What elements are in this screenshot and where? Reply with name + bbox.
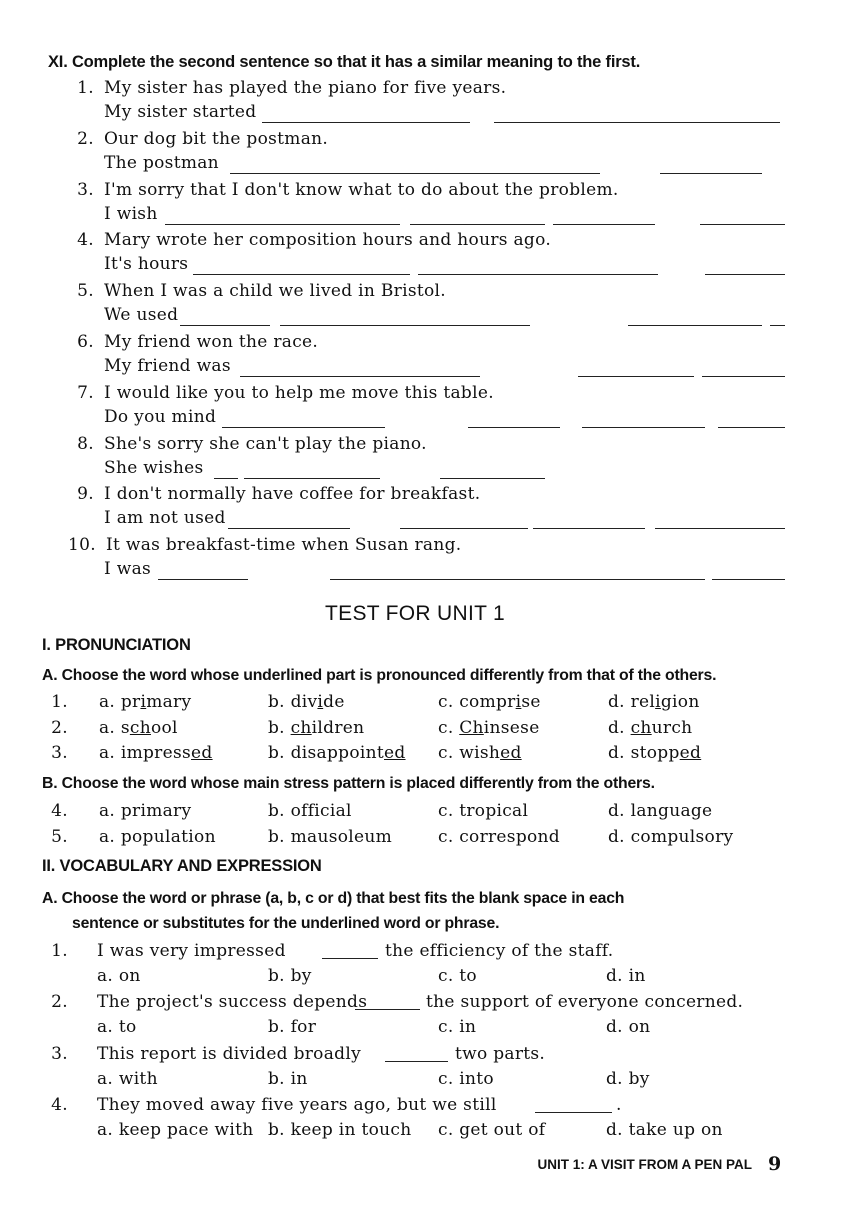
- answer-blank[interactable]: [262, 122, 470, 123]
- answer-blank[interactable]: [165, 224, 400, 225]
- original-sentence: She's sorry she can't play the piano.: [104, 433, 427, 454]
- answer-blank[interactable]: [770, 325, 785, 326]
- answer-blank[interactable]: [158, 579, 248, 580]
- answer-blank[interactable]: [655, 528, 785, 529]
- stress-b-heading: B. Choose the word whose main stress pattern is placed differently from the others.: [42, 775, 655, 792]
- item-number: 9.: [77, 484, 94, 505]
- option-b[interactable]: b. in: [268, 1068, 308, 1089]
- row-number: 2.: [51, 718, 68, 738]
- option-a[interactable]: a. with: [97, 1068, 158, 1089]
- rewrite-prompt: It's hours: [104, 254, 189, 275]
- question-number: 3.: [51, 1043, 68, 1064]
- original-sentence: Mary wrote her composition hours and hours ago.: [104, 230, 552, 251]
- option-c: c. tropical: [438, 801, 529, 821]
- answer-blank[interactable]: [230, 173, 600, 174]
- option-b: b. official: [268, 801, 352, 821]
- rewrite-prompt: She wishes: [104, 457, 204, 478]
- option-b[interactable]: b. keep in touch: [268, 1119, 412, 1140]
- pronunciation-heading: I. PRONUNCIATION: [42, 636, 191, 654]
- rewrite-prompt: I am not used: [104, 508, 226, 529]
- option-b[interactable]: b. for: [268, 1017, 317, 1038]
- rewrite-prompt: I was: [104, 559, 152, 580]
- option-c[interactable]: c. in: [438, 1017, 477, 1038]
- answer-blank[interactable]: [718, 427, 785, 428]
- item-number: 1.: [77, 78, 94, 98]
- original-sentence: It was breakfast-time when Susan rang.: [106, 535, 462, 556]
- vocabulary-a-heading-line1: A. Choose the word or phrase (a, b, c or d) that best fits the blank space in each: [42, 890, 625, 907]
- item-number: 2.: [77, 128, 94, 149]
- option-c[interactable]: c. get out of: [438, 1119, 546, 1140]
- original-sentence: I don't normally have coffee for breakfast.: [104, 484, 481, 505]
- vocabulary-heading: II. VOCABULARY AND EXPRESSION: [42, 857, 322, 875]
- answer-blank[interactable]: [705, 274, 785, 275]
- rewrite-prompt: We used: [104, 305, 179, 326]
- item-number: 10.: [68, 535, 96, 556]
- option-a: a. primary: [99, 801, 192, 821]
- answer-blank[interactable]: [702, 376, 785, 377]
- answer-blank[interactable]: [330, 579, 705, 580]
- answer-blank[interactable]: [240, 376, 480, 377]
- rewrite-prompt: The postman: [104, 152, 219, 173]
- option-d[interactable]: d. take up on: [606, 1119, 723, 1140]
- option-b: b. disappointed: [268, 743, 406, 763]
- option-a: a. school: [99, 718, 178, 738]
- option-b: b. mausoleum: [268, 827, 393, 847]
- option-c[interactable]: c. to: [438, 966, 477, 986]
- answer-blank[interactable]: [533, 528, 645, 529]
- question-number: 2.: [51, 992, 68, 1013]
- option-c: c. Chinsese: [438, 718, 540, 738]
- option-c: c. wished: [438, 743, 522, 763]
- answer-blank[interactable]: [214, 478, 238, 479]
- row-number: 1.: [51, 692, 68, 712]
- option-b: b. divide: [268, 692, 345, 712]
- answer-blank[interactable]: [280, 325, 530, 326]
- pronunciation-a-heading: A. Choose the word whose underlined part is pronounced differently from that of the others.: [42, 667, 717, 684]
- row-number: 5.: [51, 827, 68, 847]
- option-d[interactable]: d. on: [606, 1017, 651, 1038]
- option-a[interactable]: a. on: [97, 966, 141, 986]
- question-blank[interactable]: [385, 1061, 448, 1062]
- answer-blank[interactable]: [222, 427, 385, 428]
- question-number: 1.: [51, 941, 68, 961]
- question-stem-end: the efficiency of the staff.: [385, 941, 614, 961]
- answer-blank[interactable]: [400, 528, 528, 529]
- section-xi-heading: XI. Complete the second sentence so that it has a similar meaning to the first.: [48, 53, 641, 71]
- question-stem-end: .: [616, 1094, 622, 1115]
- item-number: 6.: [77, 332, 94, 352]
- option-d[interactable]: d. in: [606, 966, 646, 986]
- answer-blank[interactable]: [440, 478, 545, 479]
- question-stem: They moved away five years ago, but we still: [97, 1094, 497, 1115]
- rewrite-prompt: My friend was: [104, 356, 231, 376]
- row-number: 4.: [51, 801, 68, 821]
- vocabulary-a-heading-line2: sentence or substitutes for the underlined word or phrase.: [72, 915, 500, 932]
- item-number: 4.: [77, 230, 94, 251]
- item-number: 8.: [77, 433, 94, 454]
- rewrite-prompt: My sister started: [104, 102, 257, 122]
- test-title: TEST FOR UNIT 1: [325, 602, 505, 625]
- original-sentence: My friend won the race.: [104, 332, 319, 352]
- answer-blank[interactable]: [468, 427, 560, 428]
- original-sentence: I would like you to help me move this table.: [104, 382, 494, 403]
- item-number: 5.: [77, 281, 94, 302]
- option-a: a. primary: [99, 692, 192, 712]
- rewrite-prompt: I wish: [104, 203, 158, 224]
- question-stem-end: the support of everyone concerned.: [426, 992, 744, 1013]
- footer-unit-label: UNIT 1: A VISIT FROM A PEN PAL: [537, 1157, 752, 1172]
- answer-blank[interactable]: [410, 224, 545, 225]
- question-blank[interactable]: [355, 1009, 420, 1010]
- question-stem-end: two parts.: [455, 1043, 546, 1064]
- answer-blank[interactable]: [418, 274, 658, 275]
- answer-blank[interactable]: [180, 325, 270, 326]
- answer-blank[interactable]: [660, 173, 762, 174]
- answer-blank[interactable]: [700, 224, 785, 225]
- original-sentence: When I was a child we lived in Bristol.: [104, 281, 446, 302]
- answer-blank[interactable]: [228, 528, 350, 529]
- answer-blank[interactable]: [712, 579, 785, 580]
- answer-blank[interactable]: [494, 122, 780, 123]
- option-d[interactable]: d. by: [606, 1068, 650, 1089]
- option-c: c. correspond: [438, 827, 560, 847]
- answer-blank[interactable]: [553, 224, 655, 225]
- answer-blank[interactable]: [582, 427, 705, 428]
- answer-blank[interactable]: [628, 325, 762, 326]
- item-number: 3.: [77, 179, 94, 200]
- question-stem: I was very impressed: [97, 941, 286, 961]
- page-number: 9: [768, 1153, 782, 1175]
- option-c: c. comprise: [438, 692, 541, 712]
- question-stem: The project's success depends: [97, 992, 368, 1013]
- question-stem: This report is divided broadly: [97, 1043, 361, 1064]
- question-number: 4.: [51, 1094, 68, 1115]
- rewrite-prompt: Do you mind: [104, 406, 217, 427]
- question-blank[interactable]: [322, 958, 378, 959]
- option-d: d. language: [608, 801, 713, 821]
- option-b[interactable]: b. by: [268, 966, 312, 986]
- option-c[interactable]: c. into: [438, 1068, 494, 1089]
- original-sentence: My sister has played the piano for five years.: [104, 78, 507, 98]
- option-a: a. impressed: [99, 743, 213, 763]
- original-sentence: I'm sorry that I don't know what to do about the problem.: [104, 179, 619, 200]
- option-d: d. church: [608, 718, 693, 738]
- answer-blank[interactable]: [244, 478, 380, 479]
- original-sentence: Our dog bit the postman.: [104, 128, 329, 149]
- question-blank[interactable]: [535, 1112, 612, 1113]
- option-d: d. religion: [608, 692, 700, 712]
- option-b: b. children: [268, 718, 365, 738]
- item-number: 7.: [77, 382, 94, 403]
- option-a: a. population: [99, 827, 216, 847]
- option-d: d. compulsory: [608, 827, 734, 847]
- row-number: 3.: [51, 743, 68, 763]
- option-a[interactable]: a. keep pace with: [97, 1119, 254, 1140]
- option-d: d. stopped: [608, 743, 702, 763]
- answer-blank[interactable]: [578, 376, 694, 377]
- answer-blank[interactable]: [193, 274, 410, 275]
- option-a[interactable]: a. to: [97, 1017, 137, 1038]
